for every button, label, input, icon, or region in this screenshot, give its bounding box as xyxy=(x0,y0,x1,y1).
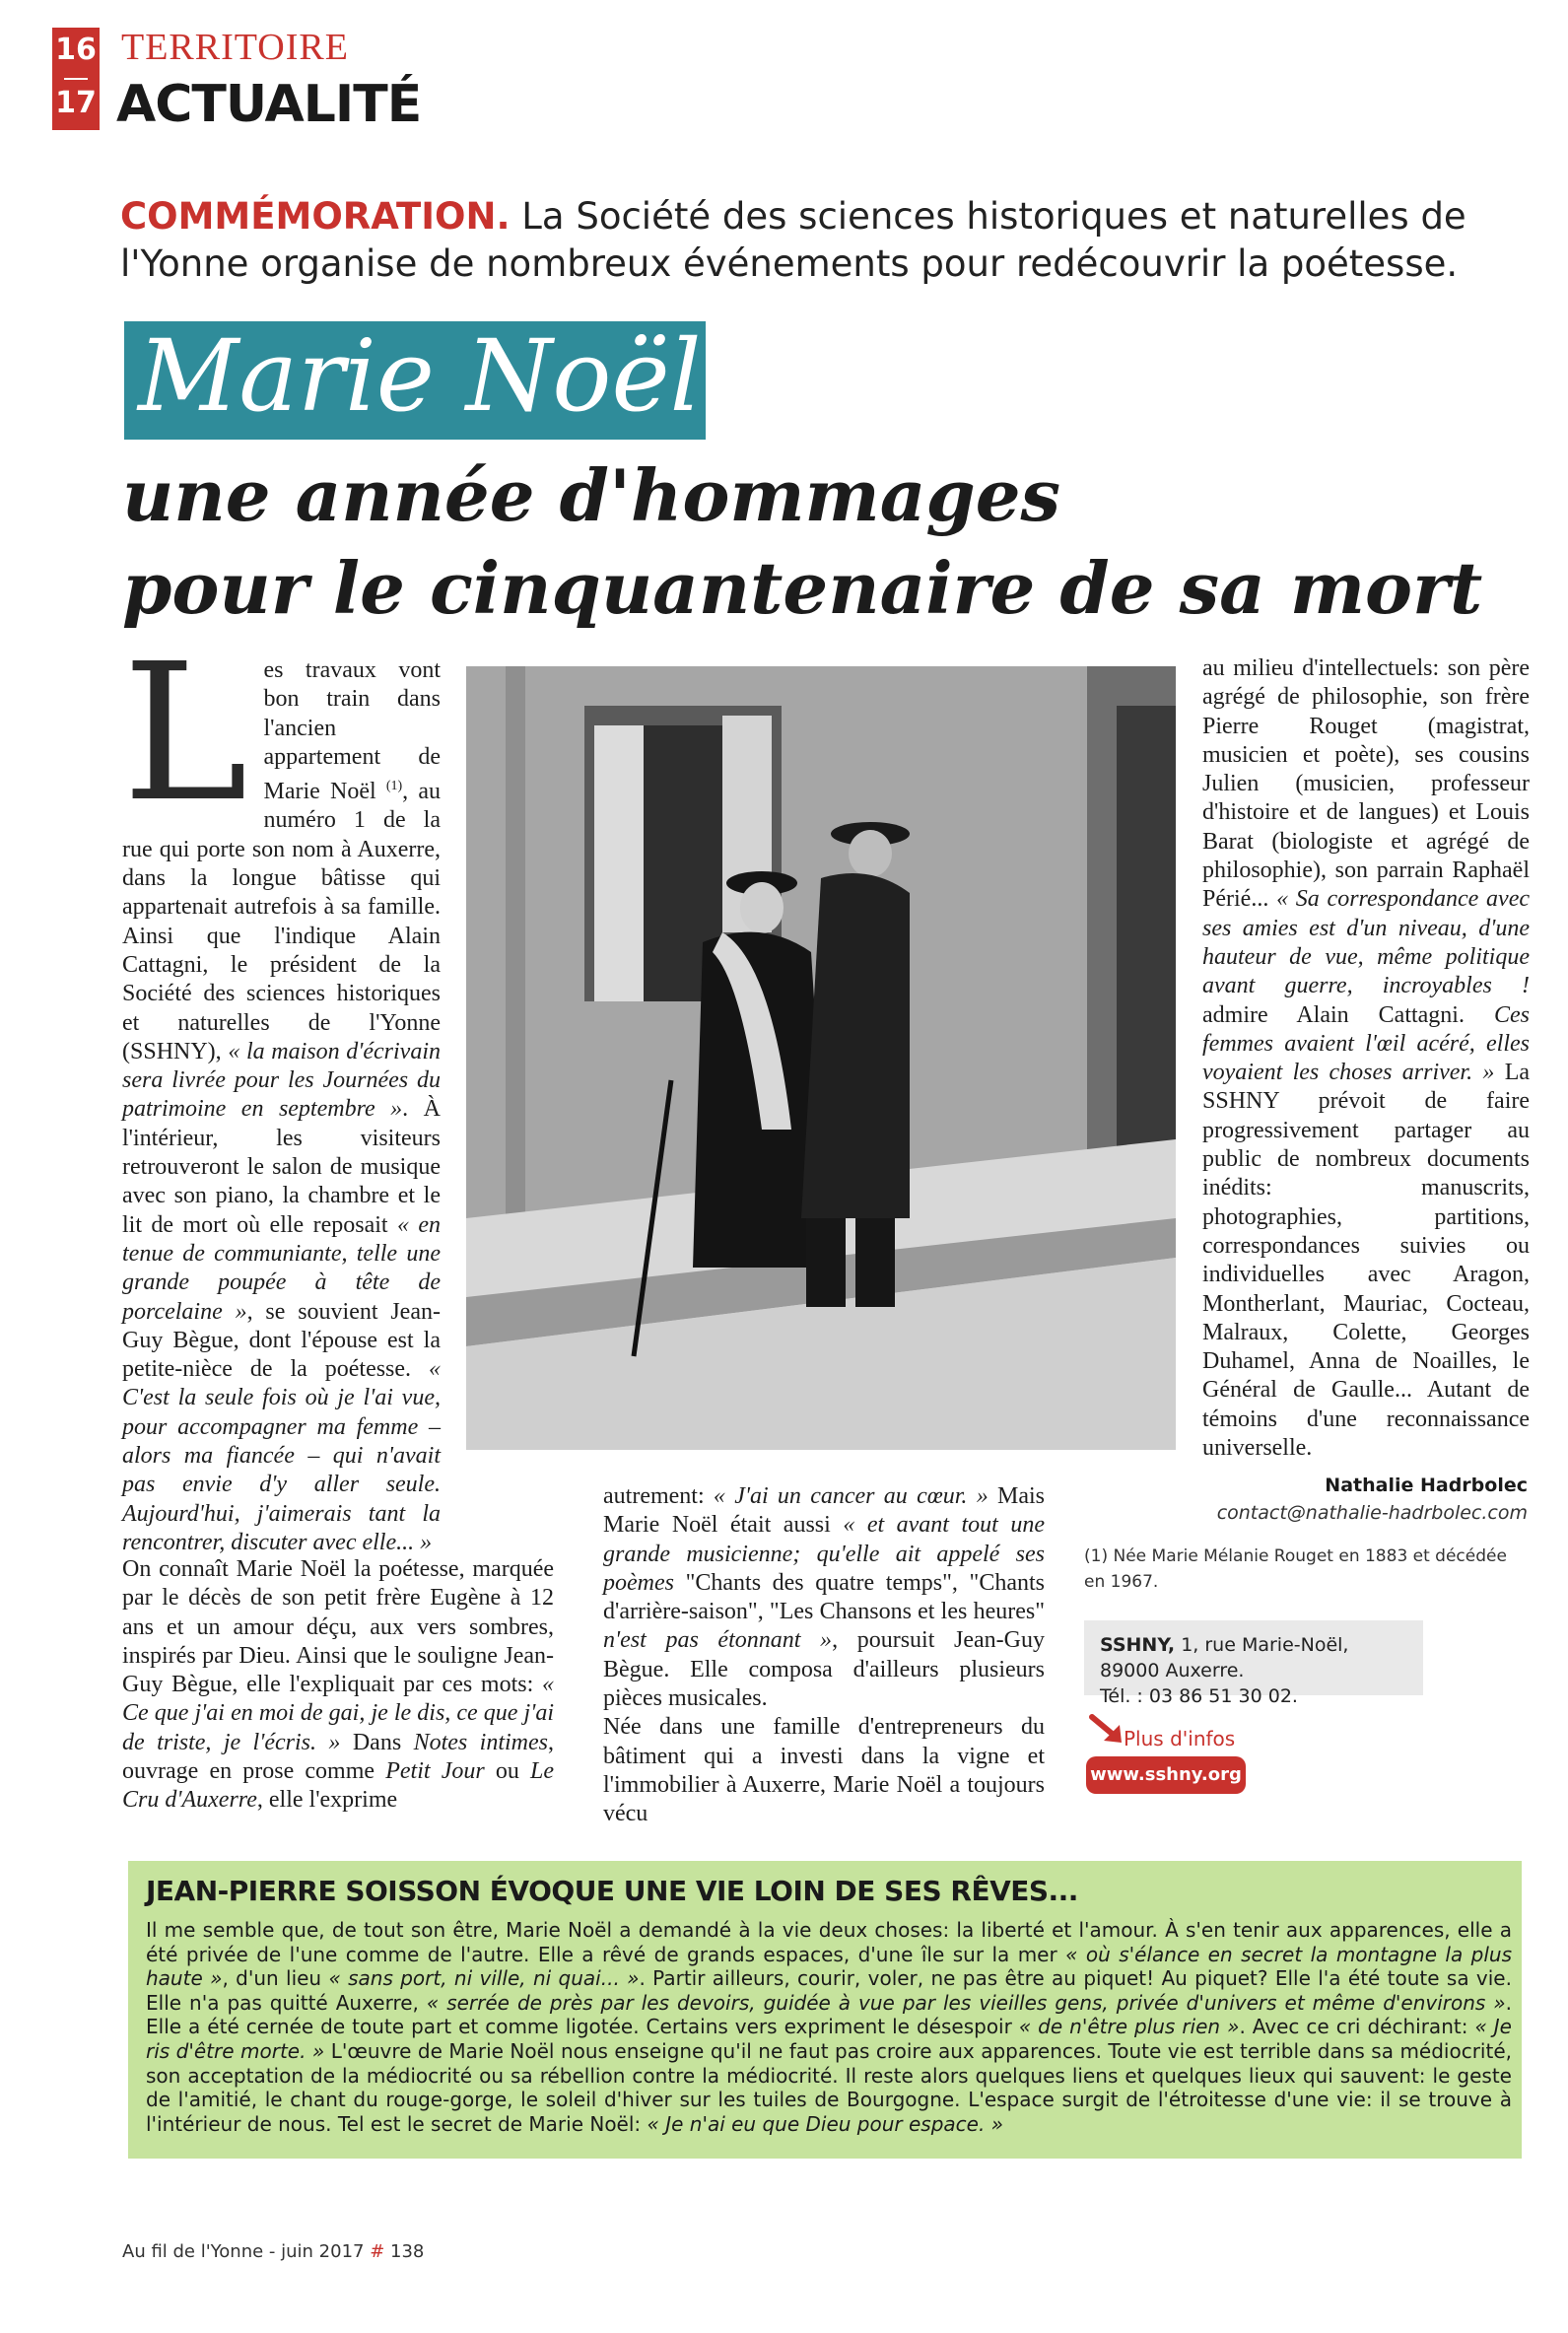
body-text: Dans xyxy=(340,1729,414,1755)
quote: « Ce que j'ai en moi de gai, je le dis, ce que j'ai de triste, je l'écris. » xyxy=(122,1672,554,1755)
archive-photo xyxy=(466,666,1176,1450)
body-text: Née dans une famille d'entrepreneurs du bâtiment qui a investi dans la vigne et l'immobilier à Auxerre, Marie Noël a toujours vécu xyxy=(603,1714,1045,1827)
page-footer xyxy=(122,2241,424,2262)
article-column-2 xyxy=(603,1482,1045,1829)
body-text: On connaît Marie Noël la poétesse, marquée par le décès de son petit frère Eugène à 12 ans et un amour déçu, aux vers sombres, inspirés par Dieu. Ainsi que le souligne Jean-Guy Bègue, elle l'expliquait par ces mots: xyxy=(122,1556,554,1698)
sidebar-body: . Avec ce cri déchirant: xyxy=(1239,2015,1475,2039)
sidebar-quote: « où s'élance en secret la montagne la plus haute » xyxy=(146,1942,1512,1991)
contact-name: SSHNY, xyxy=(1100,1634,1176,1656)
quote: « J'ai un cancer au cœur. » xyxy=(713,1483,989,1509)
rubric: TERRITOIRE xyxy=(121,27,349,68)
sidebar-body: Il me semble que, de tout son être, Marie Noël a demandé à la vie deux choses: la liberté et l'amour. À s'en tenir aux apparences, elle a été privée de l'une comme de l'autre. Elle a rêvé de grands espaces, d'une île sur la mer xyxy=(146,1918,1512,1966)
page-number-right: 17 xyxy=(55,86,97,120)
contact-address: 1, rue Marie-Noël, 89000 Auxerre. xyxy=(1100,1634,1349,1681)
article-column-1-bottom xyxy=(122,1555,554,1816)
body-text: "Chants des quatre temps", "Chants d'arrière-saison", "Les Chansons et les heures" xyxy=(603,1569,1045,1625)
author-name: Nathalie Hadrbolec xyxy=(1325,1475,1528,1496)
quote: « en tenue de communiante, telle une grande poupée à tête de porcelaine » xyxy=(122,1211,441,1325)
quote: Ces femmes avaient l'œil acéré, elles voyaient les choses arriver. » xyxy=(1202,1001,1530,1086)
section-title: ACTUALITÉ xyxy=(116,75,422,134)
book-title: Petit Jour xyxy=(385,1758,485,1785)
body-text: , poursuit Jean-Guy Bègue. Elle composa d'ailleurs plusieurs pièces musicales. xyxy=(603,1627,1045,1712)
more-info-label: Plus d'infos xyxy=(1124,1727,1236,1750)
book-title: Notes intimes xyxy=(413,1729,549,1755)
footnote-ref: (1) xyxy=(385,779,403,794)
body-text: Mais Marie Noël était aussi xyxy=(603,1483,1046,1539)
sidebar-text xyxy=(146,1918,1512,2136)
contact-phone: Tél. : 03 86 51 30 02. xyxy=(1100,1685,1298,1707)
byline xyxy=(1193,1475,1528,1524)
contact-box xyxy=(1084,1620,1423,1707)
quote: n'est pas étonnant » xyxy=(603,1627,833,1654)
drop-cap: L xyxy=(122,624,248,844)
sidebar-quote: « serrée de près par les devoirs, guidée à vue par les vieilles gens, privée d'univers et même d'environs » xyxy=(426,1990,1506,2015)
sidebar-title: JEAN-PIERRE SOISSON ÉVOQUE UNE VIE LOIN DE SES RÊVES... xyxy=(146,1875,1078,1907)
footer-hash: # xyxy=(370,2241,385,2262)
body-text: es travaux vont bon train dans l'ancien appartement de Marie Noël xyxy=(263,657,441,805)
headline-line-2: une année d'hommages xyxy=(122,453,1061,537)
sidebar-body: L'œuvre de Marie Noël nous enseigne qu'il ne faut pas croire aux apparences. Toute vie est terrible dans sa médiocrité, son acceptation de la médiocrité ou sa rébellion contre la médiocrité. Il reste alors quelques liens et quelques lieux qui sauvent: le geste de l'amitié, le chant du rouge-gorge, le soleil d'hiver sur les tuiles de Bourgogne. L'espace surgit de l'étroitesse d'une vie: il se trouve à l'intérieur de nous. Tel est le secret de Marie Noël: xyxy=(146,2038,1512,2136)
author-email[interactable]: contact@nathalie-hadrbolec.com xyxy=(1216,1502,1528,1524)
article-column-3 xyxy=(1202,654,1530,1463)
page-number-badge xyxy=(52,28,100,130)
body-text: , se souvient Jean-Guy Bègue, dont l'épouse est la petite-nièce de la poétesse. xyxy=(122,1298,441,1383)
body-text: La SSHNY prévoit de faire progressivement partager au public de nombreux documents inédits: manuscrits, photographies, partitions, correspondances suivies ou individuelles avec Aragon, Montherlant, Mauriac, Cocteau, Malraux, Colette, Georges Duhamel, Anna de Noailles, le Général de Gaulle... Autant de témoins d'une reconnaissance universelle. xyxy=(1202,1060,1530,1462)
headline-line-3: pour le cinquantenaire de sa mort xyxy=(122,546,1483,630)
deck-text: La Société des sciences historiques et naturelles de l'Yonne organise de nombreux événements pour redécouvrir la poétesse. xyxy=(120,195,1466,285)
headline-name: Marie Noël xyxy=(138,318,702,434)
body-text: , au numéro 1 de la rue qui porte son nom à Auxerre, dans la longue bâtisse qui appartenait autrefois à sa famille. Ainsi que l'indique Alain Cattagni, le président de la Société des sciences historiques et naturelles de l'Yonne (SSHNY), xyxy=(122,779,441,1064)
sidebar-body: . Elle a été cernée de toute part et comme ligotée. Certains vers expriment le désespoir xyxy=(146,1990,1512,2039)
page-number-left: 16 xyxy=(55,33,97,67)
book-title: Le Cru d'Auxerre xyxy=(122,1758,555,1814)
sidebar-quote: « de n'être plus rien » xyxy=(1018,2015,1240,2039)
body-text: , ouvrage en prose comme xyxy=(122,1729,555,1785)
body-text: admire Alain Cattagni. xyxy=(1202,1001,1494,1028)
arrow-down-right-icon xyxy=(1088,1713,1125,1747)
sidebar-quote: « Je n'ai eu que Dieu pour espace. » xyxy=(647,2111,1004,2136)
deck xyxy=(120,193,1500,288)
quote: « C'est la seule fois où je l'ai vue, pour accompagner ma femme – alors ma fiancée – qui n'avait pas envie d'y aller seule. Aujourd'hui, j'aimerais tant la rencontrer, discuter avec elle... » xyxy=(122,1356,441,1555)
sidebar-quote: « Je ris d'être morte. » xyxy=(146,2015,1512,2063)
sidebar-body: . Partir ailleurs, courir, voler, ne pas être au piquet! Au piquet? Elle l'a été toute sa vie. Elle n'a pas quitté Auxerre, xyxy=(146,1966,1512,2015)
body-text: . À l'intérieur, les visiteurs retrouveront le salon de musique avec son piano, la chambre et le lit de mort où elle reposait xyxy=(122,1096,441,1238)
website-link[interactable]: www.sshny.org xyxy=(1086,1756,1246,1794)
footnote: (1) Née Marie Mélanie Rouget en 1883 et décédée en 1967. xyxy=(1084,1546,1507,1592)
body-text: ou xyxy=(484,1758,531,1785)
photo-illustration xyxy=(466,666,1176,1450)
quote: « Sa correspondance avec ses amies est d'un niveau, d'une hauteur de vue, même politique avant guerre, incroyables ! xyxy=(1202,886,1530,999)
body-text: autrement: xyxy=(603,1483,714,1509)
quote: « la maison d'écrivain sera livrée pour les Journées du patrimoine en septembre » xyxy=(122,1038,441,1123)
footer-publication: Au fil de l'Yonne - juin 2017 xyxy=(122,2241,371,2262)
quote: « et avant tout une grande musicienne; qu'elle ait appelé ses poèmes xyxy=(603,1512,1045,1596)
body-text: , elle l'exprime xyxy=(256,1787,398,1814)
sidebar-body: , d'un lieu xyxy=(222,1966,329,1991)
body-text: au milieu d'intellectuels: son père agrégé de philosophie, son frère Pierre Rouget (magistrat, musicien et poète), ses cousins Julien (musicien, professeur d'histoire et de langues) et Louis Barat (biologiste et agrégé de philosophie), son parrain Raphaël Périé... xyxy=(1202,655,1530,913)
article-column-1 xyxy=(122,624,441,1557)
headline-subtitle xyxy=(122,449,1482,635)
sidebar-quote: « sans port, ni ville, ni quai... » xyxy=(328,1966,640,1991)
page-number-divider xyxy=(64,78,88,80)
footer-issue: 138 xyxy=(384,2241,425,2262)
deck-keyword: COMMÉMORATION. xyxy=(120,195,511,238)
